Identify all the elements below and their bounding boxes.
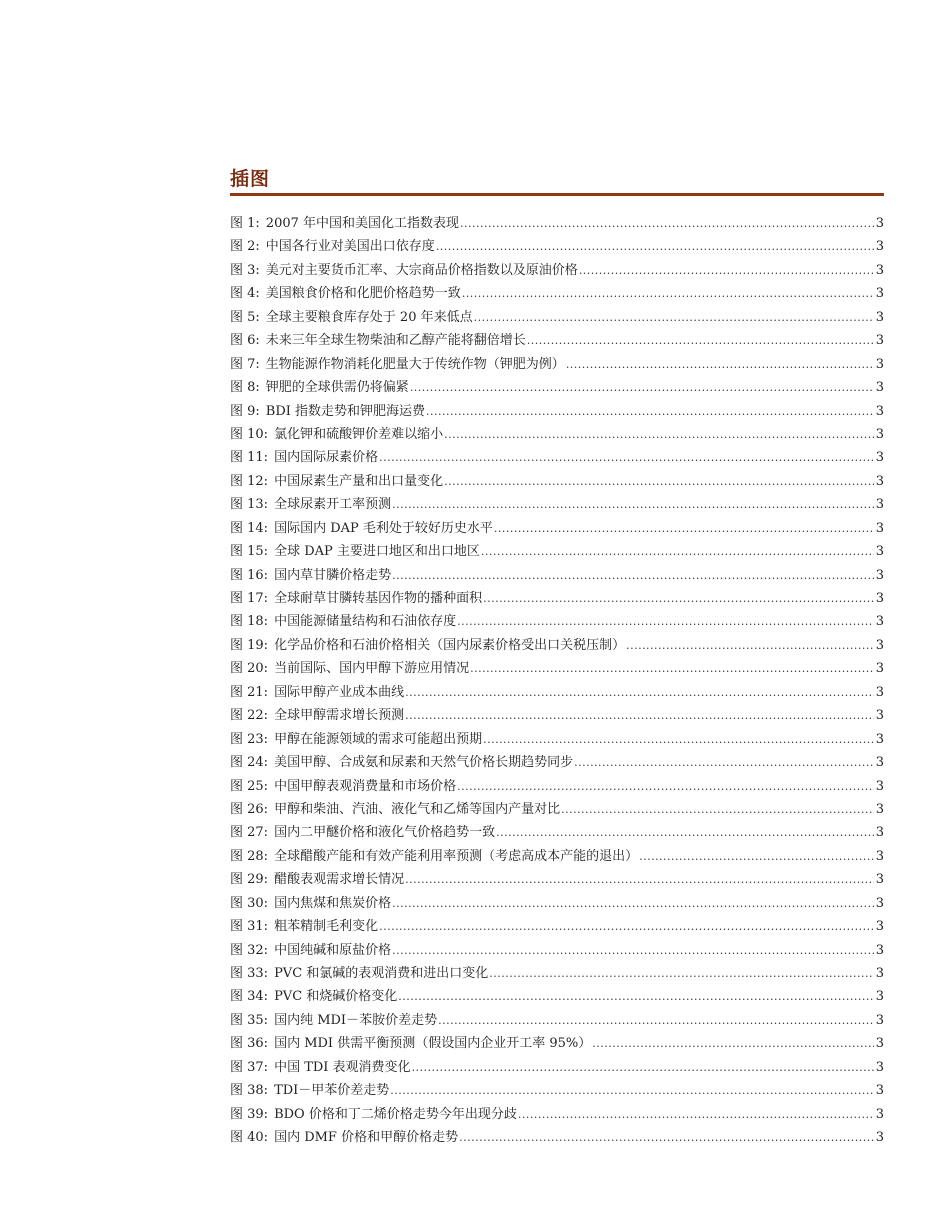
figure-title: 中国 TDI 表观消费变化	[274, 1059, 411, 1075]
figure-number: 图 35:	[230, 1012, 269, 1028]
figure-title: 当前国际、国内甲醇下游应用情况	[274, 661, 470, 677]
dot-leader	[574, 751, 874, 774]
document-page	[230, 0, 884, 1230]
figure-page-number: 3	[875, 966, 884, 981]
figure-label	[230, 587, 482, 610]
figure-list	[230, 212, 884, 1150]
figure-entry[interactable]	[230, 610, 884, 633]
figure-entry[interactable]	[230, 353, 884, 376]
figure-number: 图 38:	[230, 1083, 269, 1099]
figure-number: 图 25:	[230, 778, 269, 794]
figure-entry[interactable]	[230, 282, 884, 305]
figure-number: 图 20:	[230, 661, 269, 677]
figure-label	[230, 868, 404, 891]
figure-title: 国内国际尿素价格	[274, 450, 379, 466]
figure-number: 图 28:	[230, 848, 269, 864]
figure-page-number: 3	[875, 684, 884, 700]
figure-number: 图 34:	[230, 989, 269, 1005]
figure-label	[230, 751, 573, 774]
dot-leader	[444, 423, 874, 446]
figure-title: 生物能源作物消耗化肥量大于传统作物（钾肥为例）	[265, 356, 565, 372]
figure-label	[230, 470, 443, 493]
figure-entry[interactable]	[230, 634, 884, 657]
figure-label	[230, 353, 565, 376]
figure-label	[230, 423, 443, 446]
figure-title: 美国甲醇、合成氨和尿素和天然气价格长期趋势同步	[274, 755, 574, 771]
figure-page-number: 3	[875, 520, 884, 536]
figure-label	[230, 634, 625, 657]
figure-page-number: 3	[875, 309, 884, 325]
figure-entry[interactable]	[230, 728, 884, 751]
dot-leader	[527, 329, 874, 352]
dot-leader	[460, 212, 874, 235]
figure-title: 中国各行业对美国出口依存度	[265, 239, 435, 255]
figure-label	[230, 212, 459, 235]
figure-page-number: 3	[875, 614, 884, 630]
figure-number: 图 9:	[230, 403, 260, 419]
dot-leader	[390, 1079, 873, 1102]
figure-label	[230, 657, 469, 680]
dot-leader	[392, 493, 874, 516]
figure-title: 国际国内 DAP 毛利处于较好历史水平	[274, 520, 493, 536]
figure-entry[interactable]	[230, 939, 884, 962]
figure-entry[interactable]	[230, 704, 884, 727]
figure-page-number: 3	[875, 450, 884, 466]
figure-label	[230, 728, 482, 751]
figure-number: 图 6:	[230, 333, 260, 349]
figure-entry[interactable]	[230, 423, 884, 446]
dot-leader	[444, 470, 874, 493]
figure-number: 图 32:	[230, 942, 269, 958]
figure-page-number: 3	[875, 286, 884, 302]
figure-page-number: 3	[875, 239, 884, 255]
figure-page-number: 3	[875, 661, 884, 677]
dot-leader	[457, 775, 874, 798]
figure-page-number: 3	[875, 473, 884, 489]
figure-page-number: 3	[875, 919, 884, 935]
figure-label	[230, 915, 378, 938]
figure-label	[230, 610, 456, 633]
figure-label	[230, 845, 638, 868]
figure-entry[interactable]	[230, 868, 884, 891]
figure-page-number: 3	[875, 356, 884, 372]
figure-label	[230, 564, 391, 587]
figure-number: 图 13:	[230, 497, 269, 513]
dot-leader	[379, 915, 874, 938]
figure-entry[interactable]	[230, 376, 884, 399]
figure-title: 国际甲醇产业成本曲线	[274, 684, 405, 700]
figure-number: 图 40:	[230, 1130, 269, 1146]
dot-leader	[494, 517, 874, 540]
figure-title: 中国能源储量结构和石油依存度	[274, 614, 457, 630]
figure-page-number: 3	[875, 1106, 884, 1122]
dot-leader	[392, 564, 874, 587]
figure-page-number: 3	[875, 825, 884, 841]
figure-page-number: 3	[875, 1036, 884, 1052]
figure-entry[interactable]	[230, 564, 884, 587]
figure-label	[230, 259, 578, 282]
figure-number: 图 26:	[230, 801, 269, 817]
figure-label	[230, 821, 495, 844]
figure-page-number: 3	[875, 731, 884, 747]
figure-entry[interactable]	[230, 540, 884, 563]
figure-label	[230, 962, 488, 985]
figure-number: 图 21:	[230, 684, 269, 700]
figure-number: 图 12:	[230, 473, 269, 489]
dot-leader	[561, 798, 874, 821]
dot-leader	[639, 845, 874, 868]
figure-number: 图 3:	[230, 262, 260, 278]
figure-label	[230, 704, 404, 727]
figure-number: 图 11:	[230, 450, 269, 466]
figure-entry[interactable]	[230, 821, 884, 844]
figure-page-number: 3	[875, 380, 884, 396]
figure-title: 全球主要粮食库存处于 20 年来低点	[265, 309, 473, 325]
figure-page-number: 3	[875, 262, 884, 278]
figure-number: 图 23:	[230, 731, 269, 747]
figure-entry[interactable]	[230, 212, 884, 235]
figure-page-number: 3	[875, 637, 884, 653]
figure-page-number: 3	[875, 567, 884, 583]
figure-title: 美国粮食价格和化肥价格趋势一致	[265, 286, 461, 302]
figure-title: 全球甲醇需求增长预测	[274, 708, 405, 724]
figure-title: 钾肥的全球供需仍将偏紧	[265, 380, 409, 396]
figure-entry[interactable]	[230, 845, 884, 868]
figure-entry[interactable]	[230, 915, 884, 938]
figure-title: 美元对主要货币汇率、大宗商品价格指数以及原油价格	[265, 262, 578, 278]
figure-label	[230, 681, 404, 704]
figure-number: 图 24:	[230, 755, 269, 771]
figure-title: 甲醇和柴油、汽油、液化气和乙烯等国内产量对比	[274, 801, 561, 817]
figure-number: 图 18:	[230, 614, 269, 630]
figure-label	[230, 1126, 458, 1149]
dot-leader	[412, 1056, 874, 1079]
figure-page-number: 3	[875, 591, 884, 606]
figure-title: 国内草甘膦价格走势	[274, 567, 392, 583]
dot-leader	[436, 235, 874, 258]
figure-entry[interactable]	[230, 517, 884, 540]
figure-title: PVC 和烧碱价格变化	[274, 989, 398, 1005]
figure-title: 化学品价格和石油价格相关（国内尿素价格受出口关税压制）	[274, 637, 626, 653]
figure-entry[interactable]	[230, 493, 884, 516]
figure-title: 中国纯碱和原盐价格	[274, 942, 392, 958]
figure-label	[230, 985, 397, 1008]
figure-entry[interactable]	[230, 1009, 884, 1032]
figure-entry[interactable]	[230, 259, 884, 282]
figure-number: 图 39:	[230, 1106, 269, 1122]
figure-title: 国内 DMF 价格和甲醇价格走势	[274, 1130, 459, 1146]
figure-label	[230, 446, 378, 469]
figure-page-number: 3	[875, 872, 884, 888]
figure-number: 图 8:	[230, 380, 260, 396]
dot-leader	[592, 1032, 873, 1055]
figure-page-number: 3	[875, 426, 884, 442]
figure-label	[230, 1032, 591, 1055]
figure-label	[230, 892, 391, 915]
figure-title: TDI－甲苯价差走势	[274, 1083, 390, 1099]
figure-entry[interactable]	[230, 892, 884, 915]
figure-page-number: 3	[875, 1059, 884, 1075]
figure-number: 图 14:	[230, 520, 269, 536]
figure-title: 氯化钾和硫酸钾价差难以缩小	[274, 426, 444, 442]
dot-leader	[566, 353, 874, 376]
dot-leader	[398, 985, 873, 1008]
figure-title: 中国甲醇表观消费量和市场价格	[274, 778, 457, 794]
figure-number: 图 22:	[230, 708, 269, 724]
figure-label	[230, 306, 473, 329]
figure-page-number: 3	[875, 1083, 884, 1099]
figure-page-number: 3	[875, 497, 884, 513]
figure-page-number: 3	[875, 216, 884, 231]
figure-page-number: 3	[875, 755, 884, 771]
figure-label	[230, 400, 425, 423]
figure-entry[interactable]	[230, 329, 884, 352]
title-divider	[230, 193, 884, 196]
dot-leader	[483, 587, 874, 610]
figure-title: 醋酸表观需求增长情况	[274, 872, 405, 888]
dot-leader	[470, 657, 874, 680]
figure-title: 全球尿素开工率预测	[274, 497, 392, 513]
figure-page-number: 3	[875, 1130, 884, 1146]
figure-label	[230, 376, 409, 399]
figure-page-number: 3	[875, 848, 884, 864]
figure-title: PVC 和氯碱的表观消费和进出口变化	[274, 966, 489, 981]
figure-label	[230, 235, 435, 258]
figure-number: 图 17:	[230, 591, 269, 606]
figure-number: 图 33:	[230, 966, 269, 981]
figure-page-number: 3	[875, 895, 884, 911]
figure-label	[230, 1079, 389, 1102]
figure-number: 图 30:	[230, 895, 269, 911]
figure-page-number: 3	[875, 708, 884, 724]
figure-page-number: 3	[875, 942, 884, 958]
figure-page-number: 3	[875, 989, 884, 1005]
dot-leader	[379, 446, 874, 469]
figure-entry[interactable]	[230, 400, 884, 423]
figure-number: 图 5:	[230, 309, 260, 325]
figure-label	[230, 282, 461, 305]
figure-number: 图 1:	[230, 216, 260, 231]
dot-leader	[405, 868, 874, 891]
figure-title: 国内 MDI 供需平衡预测（假设国内企业开工率 95%）	[274, 1036, 592, 1052]
figure-title: 国内二甲醚价格和液化气价格趋势一致	[274, 825, 496, 841]
figure-number: 图 29:	[230, 872, 269, 888]
dot-leader	[496, 821, 874, 844]
figure-label	[230, 1103, 517, 1126]
figure-label	[230, 540, 480, 563]
figure-number: 图 7:	[230, 356, 260, 372]
dot-leader	[483, 728, 874, 751]
figure-label	[230, 775, 456, 798]
figure-title: 国内纯 MDI－苯胺价差走势	[274, 1012, 438, 1028]
dot-leader	[474, 306, 874, 329]
figure-entry[interactable]	[230, 470, 884, 493]
figure-page-number: 3	[875, 544, 884, 560]
dot-leader	[462, 282, 874, 305]
figure-label	[230, 329, 526, 352]
figure-number: 图 27:	[230, 825, 269, 841]
figure-title: 全球醋酸产能和有效产能利用率预测（考虑高成本产能的退出）	[274, 848, 639, 864]
figure-title: 中国尿素生产量和出口量变化	[274, 473, 444, 489]
figure-entry[interactable]	[230, 1103, 884, 1126]
figure-number: 图 16:	[230, 567, 269, 583]
figure-entry[interactable]	[230, 235, 884, 258]
figure-title: 2007 年中国和美国化工指数表现	[265, 216, 460, 231]
figure-entry[interactable]	[230, 751, 884, 774]
figure-entry[interactable]	[230, 1079, 884, 1102]
figure-page-number: 3	[875, 801, 884, 817]
figure-entry[interactable]	[230, 985, 884, 1008]
figure-entry[interactable]	[230, 657, 884, 680]
figure-title: BDI 指数走势和钾肥海运费	[265, 403, 426, 419]
figure-entry[interactable]	[230, 962, 884, 985]
dot-leader	[459, 1126, 874, 1149]
figure-title: 全球 DAP 主要进口地区和出口地区	[274, 544, 480, 560]
figure-page-number: 3	[875, 403, 884, 419]
dot-leader	[426, 400, 874, 423]
figure-title: 未来三年全球生物柴油和乙醇产能将翻倍增长	[265, 333, 526, 349]
figure-label	[230, 798, 560, 821]
section-title: 插图	[230, 168, 271, 190]
dot-leader	[438, 1009, 874, 1032]
dot-leader	[405, 704, 874, 727]
dot-leader	[405, 681, 874, 704]
figure-entry[interactable]	[230, 681, 884, 704]
figure-page-number: 3	[875, 778, 884, 794]
figure-number: 图 36:	[230, 1036, 269, 1052]
figure-title: 全球耐草甘膦转基因作物的播种面积	[274, 591, 483, 606]
figure-number: 图 19:	[230, 637, 269, 653]
figure-entry[interactable]	[230, 587, 884, 610]
figure-entry[interactable]	[230, 446, 884, 469]
figure-page-number: 3	[875, 333, 884, 349]
figure-label	[230, 1056, 411, 1079]
figure-title: 甲醇在能源领域的需求可能超出预期	[274, 731, 483, 747]
figure-entry[interactable]	[230, 1056, 884, 1079]
figure-title: 粗苯精制毛利变化	[274, 919, 379, 935]
figure-number: 图 31:	[230, 919, 269, 935]
figure-number: 图 10:	[230, 426, 269, 442]
dot-leader	[626, 634, 874, 657]
figure-entry[interactable]	[230, 1032, 884, 1055]
figure-entry[interactable]	[230, 775, 884, 798]
figure-label	[230, 517, 493, 540]
dot-leader	[481, 540, 874, 563]
figure-page-number: 3	[875, 1012, 884, 1028]
dot-leader	[410, 376, 874, 399]
figure-label	[230, 939, 391, 962]
figure-number: 图 2:	[230, 239, 260, 255]
figure-label	[230, 493, 391, 516]
dot-leader	[392, 939, 874, 962]
figure-title: 国内焦煤和焦炭价格	[274, 895, 392, 911]
figure-title: BDO 价格和丁二烯价格走势今年出现分歧	[274, 1106, 517, 1122]
figure-entry[interactable]	[230, 1126, 884, 1149]
dot-leader	[457, 610, 874, 633]
dot-leader	[579, 259, 874, 282]
figure-entry[interactable]	[230, 798, 884, 821]
figure-entry[interactable]	[230, 306, 884, 329]
figure-label	[230, 1009, 437, 1032]
dot-leader	[489, 962, 873, 985]
dot-leader	[392, 892, 874, 915]
figure-number: 图 4:	[230, 286, 260, 302]
figure-number: 图 37:	[230, 1059, 269, 1075]
figure-number: 图 15:	[230, 544, 269, 560]
dot-leader	[518, 1103, 874, 1126]
